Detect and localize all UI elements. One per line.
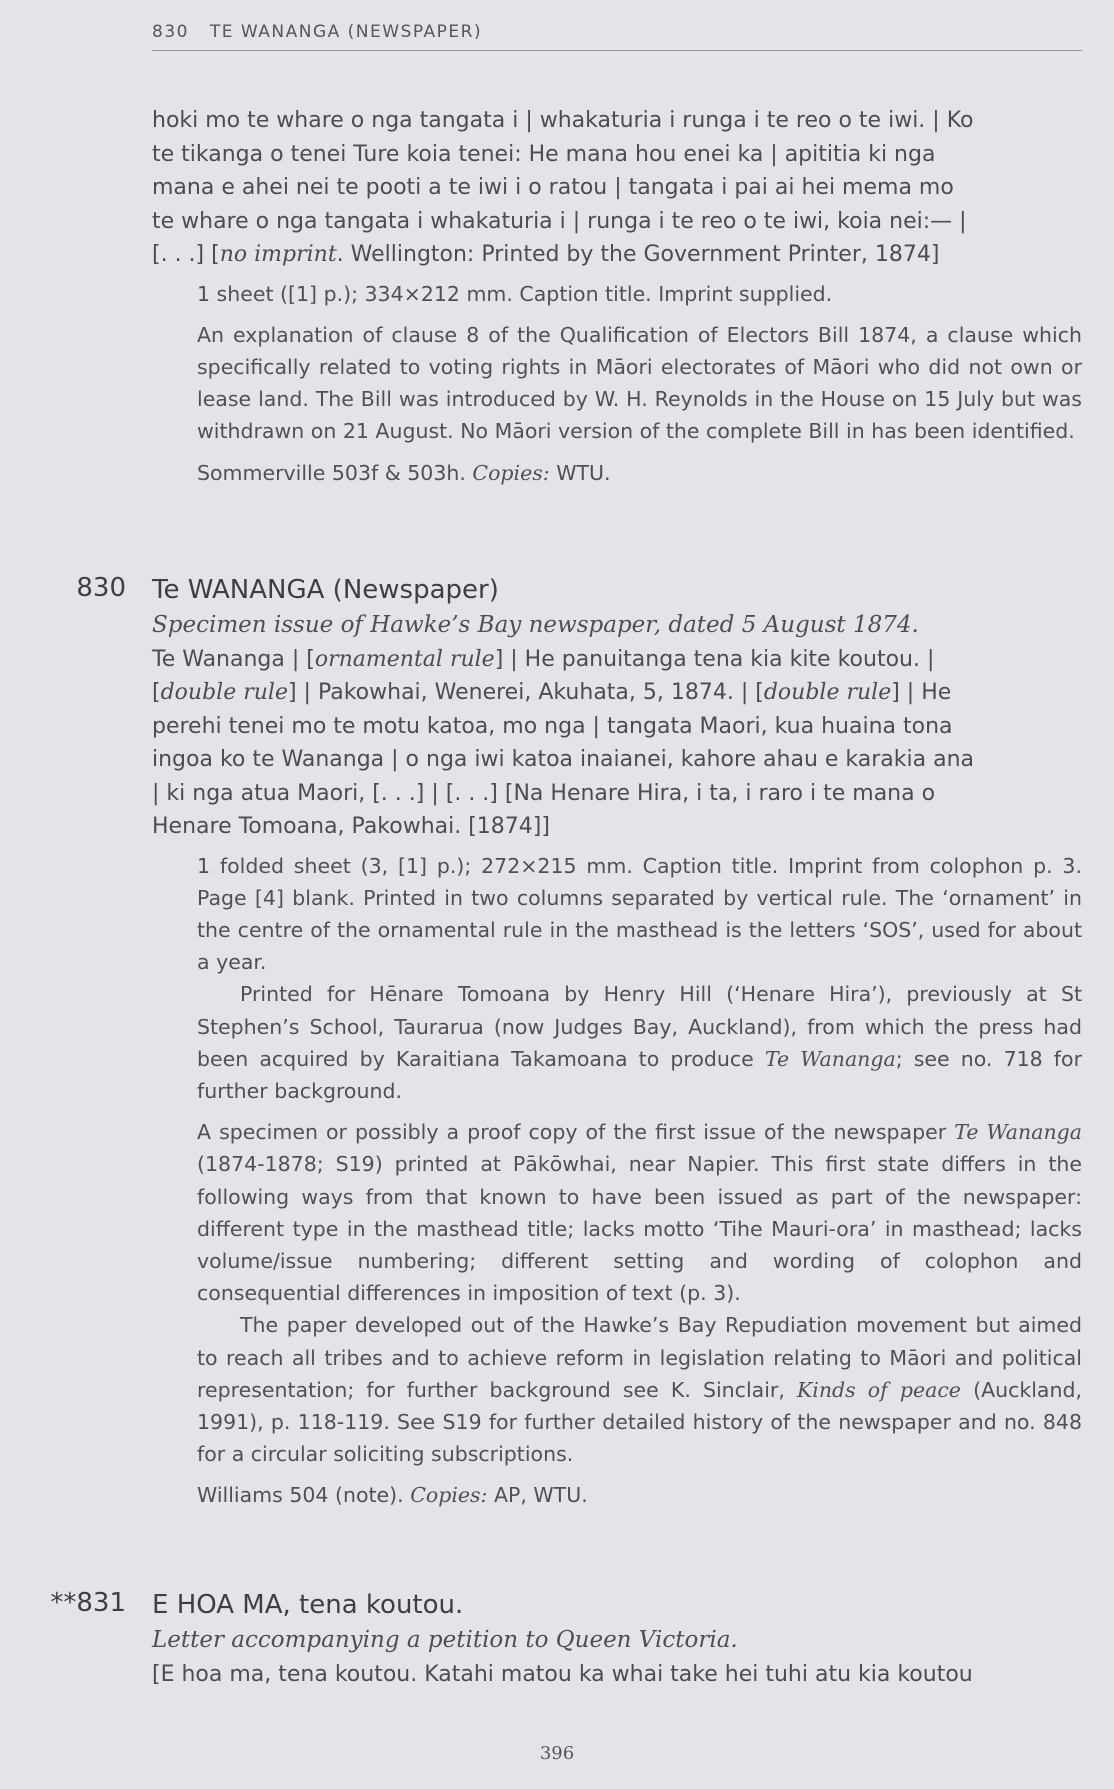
running-head-title: TE WANANGA (NEWSPAPER) bbox=[209, 22, 483, 42]
history-note: The paper developed out of the Hawke’s Bay Repudiation movement but aimed to reach all tribes and to achieve reform in legislation relating to Māori and political representation; for further background see K. Sinclair, Kinds of peace (Auckland, 1991), p. 118-119. See S19 for further detailed history of the newspaper and no. 848 for a circular soliciting subscriptions. bbox=[197, 1313, 1083, 1467]
transcription-line: mana e ahei nei te pooti a te iwi i o ratou | tangata i pai ai hei mema mo bbox=[152, 175, 954, 200]
entry-title: Te WANANGA (Newspaper) bbox=[152, 575, 499, 605]
entry-829-notes bbox=[152, 278, 1082, 489]
printing-note: Printed for Hēnare Tomoana by Henry Hill (‘Henare Hira’), previously at St Stephen’s School, Taurarua (now Judges Bay, Auckland), from which the press had been acquired by Karaitiana Takamoana to produce Te Wananga; see no. 718 for further background. bbox=[197, 982, 1082, 1103]
note-paragraph: An explanation of clause 8 of the Qualification of Electors Bill 1874, a clause which specifically related to voting rights in Māori electorates of Māori who did not own or lease land. The Bill was introduced by W. H. Reynolds in the House on 15 July but was withdrawn on 21 August. No Māori version of the complete Bill in has been identified. bbox=[197, 322, 1082, 444]
physical-description: 1 sheet ([1] p.); 334×212 mm. Caption title. Imprint supplied. bbox=[197, 281, 833, 306]
transcription-line: [. . .] [no imprint. Wellington: Printed by the Government Printer, 1874] bbox=[152, 242, 940, 267]
references: Williams 504 (note). Copies: AP, WTU. bbox=[197, 1483, 588, 1508]
entry-number: **831 bbox=[50, 1588, 126, 1618]
transcription-line: te whare o nga tangata i whakaturia i | runga i te reo o te iwi, koia nei:— | bbox=[152, 208, 967, 234]
transcription-line: te tikanga o tenei Ture koia tenei: He mana hou enei ka | apititia ki nga bbox=[152, 141, 936, 167]
entry-subtitle: Specimen issue of Hawke’s Bay newspaper, dated 5 August 1874. bbox=[152, 612, 919, 638]
running-head bbox=[152, 22, 1082, 51]
transcription-line: Henare Tomoana, Pakowhai. [1874]] bbox=[152, 814, 550, 839]
running-head-number: 830 bbox=[152, 22, 189, 42]
transcription-line: ingoa ko te Wananga | o nga iwi katoa inaianei, kahore ahau e karakia ana bbox=[152, 747, 975, 772]
transcription-line: [E hoa ma, tena koutou. Katahi matou ka whai take hei tuhi atu kia koutou bbox=[152, 1661, 973, 1687]
entry-title: E HOA MA, tena koutou. bbox=[152, 1590, 464, 1620]
entry-subtitle: Letter accompanying a petition to Queen Victoria. bbox=[152, 1627, 738, 1653]
physical-description: 1 folded sheet (3, [1] p.); 272×215 mm. Caption title. Imprint from colophon p. 3. Page [4] blank. Printed in two columns separated by vertical rule. The ‘ornament’ in the centre of the ornamental rule in the masthead is the letters ‘SOS’, used for about a year. bbox=[197, 853, 1082, 975]
transcription-line: | ki nga atua Maori, [. . .] | [. . .] [Na Henare Hira, i ta, i raro i te mana o bbox=[152, 780, 936, 806]
specimen-note: A specimen or possibly a proof copy of the first issue of the newspaper Te Wananga (1874-1878; S19) printed at Pākōwhai, near Napier. This first state differs in the following ways from that known to have been issued as part of the newspaper: different type in the masthead title; lacks motto ‘Tihe Mauri-ora’ in masthead; lacks volume/issue numbering; different setting and wording of colophon and consequential differences in imposition of text (p. 3). bbox=[197, 1120, 1082, 1306]
transcription-line: perehi tenei mo te motu katoa, mo nga | tangata Maori, kua huaina tona bbox=[152, 713, 953, 739]
transcription-line: hoki mo te whare o nga tangata i | whakaturia i runga i te reo o te iwi. | Ko bbox=[152, 108, 974, 133]
entry-831 bbox=[152, 1586, 1082, 1691]
entry-829-continuation bbox=[152, 104, 1082, 489]
references: Sommerville 503f & 503h. Copies: WTU. bbox=[197, 460, 611, 485]
entry-830-notes bbox=[152, 850, 1082, 1512]
transcription-line: [double rule] | Pakowhai, Wenerei, Akuhata, 5, 1874. | [double rule] | He bbox=[152, 680, 952, 705]
transcription-line: Te Wananga | [ornamental rule] | He panuitanga tena kia kite koutou. | bbox=[152, 646, 935, 672]
entry-830 bbox=[152, 571, 1082, 1512]
entry-number: 830 bbox=[76, 573, 126, 603]
page-number: 396 bbox=[539, 1743, 575, 1764]
